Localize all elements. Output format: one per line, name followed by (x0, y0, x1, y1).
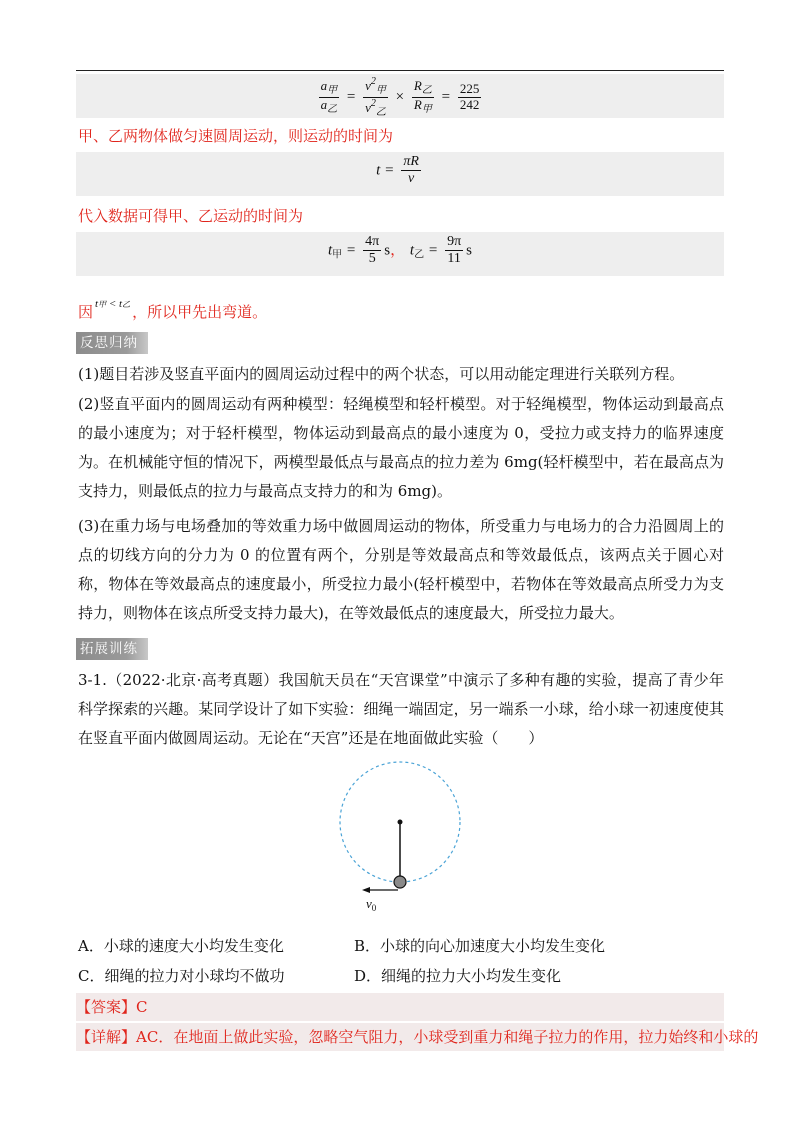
answer-value: C (136, 998, 148, 1016)
line-uniform-motion: 甲、乙两物体做匀速圆周运动，则运动的时间为 (78, 127, 394, 145)
detail-line (76, 1023, 758, 1052)
line-conclusion: 因 $^{t甲 < t乙}$ ，所以甲先出弯道。 (78, 298, 268, 321)
velocity-label: $v_0$ (366, 896, 377, 913)
option-d[interactable]: D．细绳的拉力大小均发生变化 (354, 967, 562, 985)
formula-time: t = $\frac{\pi R}{v}$ (376, 154, 419, 187)
arrow-head-icon (362, 887, 370, 893)
section-tag-training: 拓展训练 (76, 638, 148, 660)
circular-motion-figure (330, 755, 470, 915)
detail-tag: 【详解】 (76, 1028, 137, 1046)
reflection-point-3: (3)在重力场与电场叠加的等效重力场中做圆周运动的物体，所受重力与电场力的合力沿圆周上的点的切线方向的分力为 0 的位置有两个，分别是等效最高点和等效最低点，该两点关于圆心对称，物体在等效最高点的速度最小，所受拉力最小(轻杆模型中，若物体在等效最高点所受力为支持力，则物体在该点所受支持力最大)，在等效最低点的速度最大，所受拉力最大。 (78, 517, 724, 622)
answer-band (76, 993, 724, 1021)
formula-times: $t_甲$ = $\frac{4\pi}{5}$ s， $t_乙$ = $\frac{9\pi}{11}$ s (327, 234, 473, 267)
formula-acceleration-ratio: $\frac{a_甲}{a_乙}$ = $\frac{v^2_甲}{v^2_乙}$ × $\frac{R_乙}{R_甲}$ = $\frac{225}{242}$ (320, 76, 480, 118)
option-c[interactable]: C．细绳的拉力对小球均不做功 (78, 967, 285, 985)
ball (394, 876, 406, 888)
reflection-point-1: (1)题目若涉及竖直平面内的圆周运动过程中的两个状态，可以用动能定理进行关联列方程。 (78, 365, 685, 383)
section-tag-reflection: 反思归纳 (76, 332, 148, 354)
question-stem: 3-1.（2022·北京·高考真题）我国航天员在“天宫课堂”中演示了多种有趣的实验，提高了青少年科学探索的兴趣。某同学设计了如下实验：细绳一端固定，另一端系一小球，给小球一初速度使其在竖直平面内做圆周运动。无论在“天宫”还是在地面做此实验（ ） (78, 671, 724, 747)
option-a[interactable]: A．小球的速度大小均发生变化 (78, 937, 284, 955)
answer-line (76, 993, 148, 1022)
reflection-point-2: (2)竖直平面内的圆周运动有两种模型：轻绳模型和轻杆模型。对于轻绳模型，物体运动到最高点的最小速度为；对于轻杆模型，物体运动到最高点的最小速度为 0，受拉力或支持力的临界速度为。在机械能守恒的情况下，两模型最低点与最高点的拉力差为 6mg(轻杆模型中，若在最高点为支持力，则最低点的拉力与最高点支持力的和为 6mg)。 (78, 395, 724, 500)
line-substitute: 代入数据可得甲、乙运动的时间为 (78, 207, 304, 225)
answer-tag: 【答案】 (76, 998, 137, 1016)
detail-text: AC．在地面上做此实验，忽略空气阻力，小球受到重力和绳子拉力的作用，拉力始终和小球的 (136, 1028, 759, 1046)
option-b[interactable]: B．小球的向心加速度大小均发生变化 (354, 937, 606, 955)
header-rule (76, 70, 724, 71)
